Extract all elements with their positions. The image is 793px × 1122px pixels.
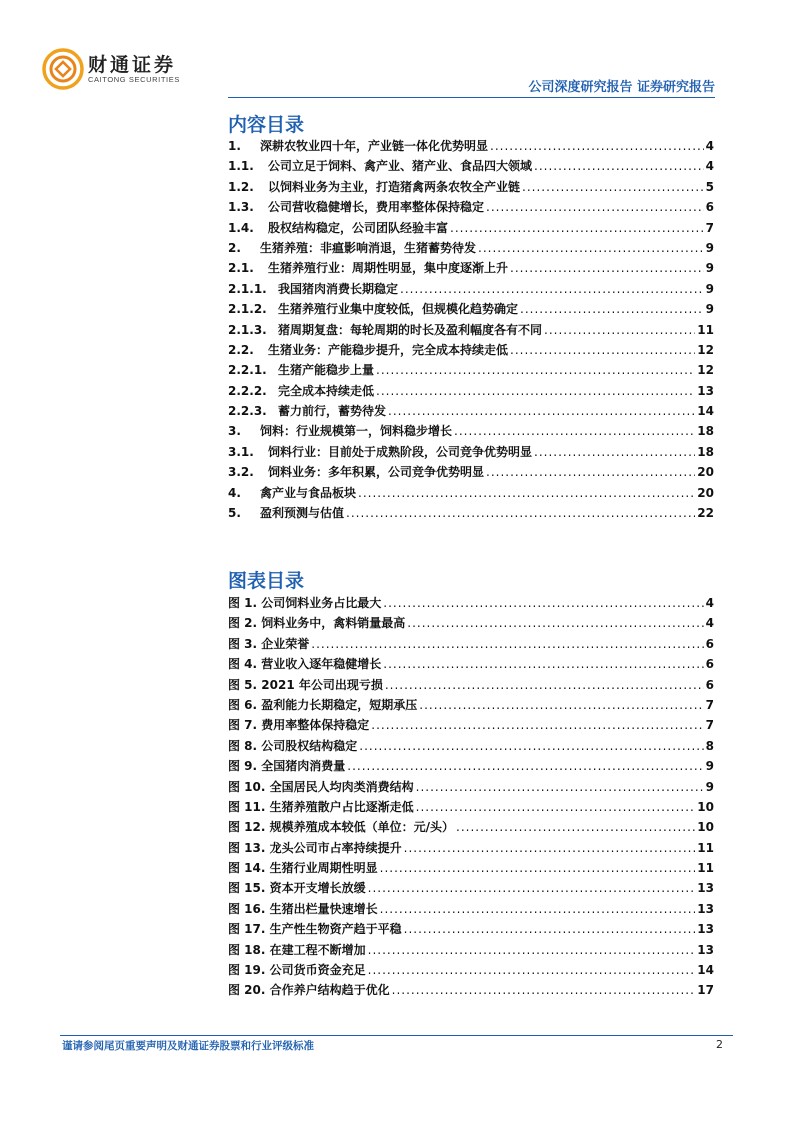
figure-entry[interactable] bbox=[228, 696, 714, 716]
figure-entry[interactable] bbox=[228, 859, 714, 879]
toc-entry-number: 5. bbox=[228, 506, 241, 521]
figure-entry-page: 10 bbox=[697, 799, 714, 814]
toc-entry-title: 生猪业务：产能稳步提升，完全成本持续走低 bbox=[268, 342, 509, 357]
figure-leader-dots bbox=[383, 657, 703, 671]
toc-entry-title: 公司营收稳健增长，费用率整体保持稳定 bbox=[268, 200, 485, 215]
logo-english-name: CAITONG SECURITIES bbox=[88, 75, 180, 84]
figure-entry-title: 图 17. 生产性生物资产趋于平稳 bbox=[228, 922, 402, 937]
logo-chinese-name: 财通证券 bbox=[88, 54, 177, 76]
toc-leader-dots bbox=[486, 465, 695, 479]
toc-entry-title: 深耕农牧业四十年，产业链一体化优势明显 bbox=[260, 139, 489, 153]
figure-entry[interactable] bbox=[228, 635, 714, 655]
toc-entry-number: 2.2.2. bbox=[228, 383, 267, 398]
figure-entry[interactable] bbox=[228, 614, 714, 634]
toc-entry[interactable] bbox=[228, 219, 714, 239]
toc-entry-title: 猪周期复盘：每轮周期的时长及盈利幅度各有不同 bbox=[278, 322, 543, 337]
toc-entry-number: 1.4. bbox=[228, 220, 254, 235]
toc-entry-number: 1.3. bbox=[228, 200, 254, 215]
toc-entry-page: 11 bbox=[697, 322, 714, 337]
toc-entry-title: 生猪养殖：非瘟影响消退，生猪蓄势待发 bbox=[260, 240, 477, 255]
figure-entry-title: 图 13. 龙头公司市占率持续提升 bbox=[228, 840, 402, 855]
figure-entry-page: 6 bbox=[705, 677, 714, 692]
figure-entry-page: 13 bbox=[697, 881, 714, 896]
figure-entry[interactable] bbox=[228, 920, 714, 940]
figure-entry-page: 8 bbox=[705, 738, 714, 753]
figure-leader-dots bbox=[359, 739, 703, 753]
toc-leader-dots bbox=[400, 282, 704, 296]
toc-entry-title: 生猪产能稳步上量 bbox=[278, 363, 375, 378]
figure-leader-dots bbox=[380, 902, 696, 916]
toc-entry-page: 18 bbox=[697, 444, 714, 459]
toc-entry-number: 1.1. bbox=[228, 159, 254, 174]
figure-entry[interactable] bbox=[228, 737, 714, 757]
figure-leader-dots bbox=[385, 678, 704, 692]
figure-entry-title: 图 12. 规模养殖成本较低（单位：元/头） bbox=[228, 820, 454, 835]
toc-entry-number: 3. bbox=[228, 424, 241, 439]
toc-entry-page: 20 bbox=[697, 465, 714, 480]
figure-entry[interactable] bbox=[228, 798, 714, 818]
toc-entry-title: 饲料行业：目前处于成熟阶段，公司竞争优势明显 bbox=[268, 444, 533, 459]
toc-entry-page: 9 bbox=[705, 240, 714, 255]
figure-entry-page: 11 bbox=[697, 840, 714, 855]
figure-leader-dots bbox=[419, 698, 703, 712]
toc-entry-page: 14 bbox=[697, 404, 714, 419]
figure-list-heading: 图表目录 bbox=[228, 570, 305, 592]
figure-entry-title: 图 9. 全国猪肉消费量 bbox=[228, 759, 346, 774]
figure-entry-page: 4 bbox=[705, 596, 714, 610]
figure-entry[interactable] bbox=[228, 879, 714, 899]
toc-entry[interactable] bbox=[228, 382, 714, 402]
toc-entry-number: 2.1.3. bbox=[228, 322, 267, 337]
figure-entry-title: 图 10. 全国居民人均肉类消费结构 bbox=[228, 779, 414, 794]
toc-entry-number: 1. bbox=[228, 139, 241, 153]
toc-leader-dots bbox=[510, 343, 695, 357]
figure-entry-title: 图 11. 生猪养殖散户占比逐渐走低 bbox=[228, 799, 414, 814]
toc-entry-page: 5 bbox=[705, 179, 714, 194]
figure-leader-dots bbox=[380, 861, 696, 875]
figure-entry[interactable] bbox=[228, 594, 714, 614]
figure-entry-page: 13 bbox=[697, 922, 714, 937]
footer-divider bbox=[60, 1035, 733, 1036]
toc-list bbox=[228, 137, 714, 524]
company-logo bbox=[42, 48, 212, 94]
figure-entry-page: 10 bbox=[697, 820, 714, 835]
figure-entry-page: 7 bbox=[705, 697, 714, 712]
toc-entry[interactable] bbox=[228, 402, 714, 422]
toc-entry-number: 2.1. bbox=[228, 261, 254, 276]
toc-leader-dots bbox=[490, 139, 704, 153]
figure-leader-dots bbox=[311, 637, 703, 651]
figure-leader-dots bbox=[404, 922, 696, 936]
figure-leader-dots bbox=[368, 963, 696, 977]
footer-disclaimer[interactable]: 谨请参阅尾页重要声明及财通证券股票和行业评级标准 bbox=[62, 1040, 314, 1052]
toc-entry[interactable] bbox=[228, 259, 714, 279]
figure-entry-page: 9 bbox=[705, 759, 714, 774]
toc-entry[interactable] bbox=[228, 157, 714, 177]
figure-entry[interactable] bbox=[228, 961, 714, 981]
figure-entry-title: 图 18. 在建工程不断增加 bbox=[228, 942, 366, 957]
figure-entry[interactable] bbox=[228, 757, 714, 777]
toc-leader-dots bbox=[520, 302, 704, 316]
toc-entry-title: 公司立足于饲料、禽产业、猪产业、食品四大领域 bbox=[268, 159, 533, 174]
figure-leader-dots bbox=[456, 820, 695, 834]
figure-entry-title: 图 8. 公司股权结构稳定 bbox=[228, 738, 358, 753]
figure-list bbox=[228, 594, 714, 1002]
figure-entry-page: 11 bbox=[697, 861, 714, 876]
toc-leader-dots bbox=[388, 404, 695, 418]
toc-entry-title: 饲料业务：多年积累，公司竞争优势明显 bbox=[268, 465, 485, 480]
toc-entry[interactable] bbox=[228, 443, 714, 463]
toc-entry[interactable] bbox=[228, 300, 714, 320]
toc-entry-title: 生猪养殖行业：周期性明显，集中度逐渐上升 bbox=[268, 261, 509, 276]
toc-leader-dots bbox=[376, 363, 695, 377]
figure-entry[interactable] bbox=[228, 900, 714, 920]
header-divider bbox=[228, 97, 715, 98]
toc-entry[interactable] bbox=[228, 321, 714, 341]
toc-entry[interactable] bbox=[228, 178, 714, 198]
toc-entry-title: 盈利预测与估值 bbox=[260, 506, 345, 521]
figure-leader-dots bbox=[347, 759, 703, 773]
toc-entry-page: 4 bbox=[705, 139, 714, 153]
caitong-coin-icon bbox=[42, 48, 84, 90]
toc-entry[interactable] bbox=[228, 239, 714, 259]
figure-entry[interactable] bbox=[228, 716, 714, 736]
toc-entry-title: 股权结构稳定，公司团队经验丰富 bbox=[268, 220, 449, 235]
toc-entry-title: 生猪养殖行业集中度较低，但规模化趋势确定 bbox=[278, 302, 519, 317]
toc-leader-dots bbox=[486, 200, 704, 214]
figure-leader-dots bbox=[368, 881, 696, 895]
toc-leader-dots bbox=[454, 424, 695, 438]
figure-leader-dots bbox=[371, 718, 703, 732]
figure-leader-dots bbox=[368, 943, 696, 957]
toc-entry-page: 12 bbox=[697, 342, 714, 357]
toc-entry-page: 22 bbox=[697, 506, 714, 521]
figure-leader-dots bbox=[416, 780, 704, 794]
figure-entry[interactable] bbox=[228, 818, 714, 838]
toc-entry[interactable] bbox=[228, 504, 714, 524]
toc-entry[interactable] bbox=[228, 280, 714, 300]
figure-leader-dots bbox=[407, 616, 703, 630]
toc-leader-dots bbox=[376, 384, 695, 398]
figure-entry-page: 17 bbox=[697, 983, 714, 998]
toc-entry-number: 1.2. bbox=[228, 179, 254, 194]
toc-entry-number: 3.1. bbox=[228, 444, 254, 459]
figure-entry[interactable] bbox=[228, 655, 714, 675]
figure-entry-page: 13 bbox=[697, 901, 714, 916]
toc-heading: 内容目录 bbox=[228, 114, 305, 136]
figure-entry-title: 图 20. 合作养户结构趋于优化 bbox=[228, 983, 390, 998]
figure-entry-title: 图 1. 公司饲料业务占比最大 bbox=[228, 596, 382, 610]
figure-leader-dots bbox=[416, 800, 696, 814]
toc-entry[interactable] bbox=[228, 137, 714, 157]
toc-entry-number: 2.1.1. bbox=[228, 281, 267, 296]
figure-entry-page: 7 bbox=[705, 718, 714, 733]
toc-entry-title: 以饲料业务为主业，打造猪禽两条农牧全产业链 bbox=[268, 179, 521, 194]
figure-entry[interactable] bbox=[228, 839, 714, 859]
toc-entry-title: 饲料：行业规模第一，饲料稳步增长 bbox=[260, 424, 453, 439]
figure-entry-title: 图 14. 生猪行业周期性明显 bbox=[228, 861, 378, 876]
toc-entry-number: 2.2. bbox=[228, 342, 254, 357]
toc-entry-page: 9 bbox=[705, 302, 714, 317]
page-number: 2 bbox=[716, 1038, 723, 1051]
toc-leader-dots bbox=[534, 159, 704, 173]
toc-leader-dots bbox=[450, 221, 704, 235]
toc-entry-number: 2. bbox=[228, 240, 241, 255]
report-type-label: 公司深度研究报告 证券研究报告 bbox=[528, 80, 715, 95]
figure-entry-page: 4 bbox=[705, 616, 714, 631]
toc-leader-dots bbox=[510, 261, 704, 275]
toc-entry-title: 我国猪肉消费长期稳定 bbox=[278, 281, 399, 296]
figure-entry-title: 图 19. 公司货币资金充足 bbox=[228, 963, 366, 978]
figure-entry-page: 14 bbox=[697, 963, 714, 978]
figure-entry-page: 9 bbox=[705, 779, 714, 794]
toc-entry-number: 3.2. bbox=[228, 465, 254, 480]
figure-entry[interactable] bbox=[228, 676, 714, 696]
toc-leader-dots bbox=[534, 445, 695, 459]
figure-entry[interactable] bbox=[228, 778, 714, 798]
toc-leader-dots bbox=[346, 506, 695, 520]
figure-entry-page: 13 bbox=[697, 942, 714, 957]
toc-entry-number: 2.2.3. bbox=[228, 404, 267, 419]
figure-entry[interactable] bbox=[228, 981, 714, 1001]
toc-entry[interactable] bbox=[228, 198, 714, 218]
toc-entry-page: 4 bbox=[705, 159, 714, 174]
toc-leader-dots bbox=[544, 323, 695, 337]
toc-leader-dots bbox=[358, 486, 695, 500]
toc-entry-page: 20 bbox=[697, 485, 714, 500]
figure-entry-page: 6 bbox=[705, 657, 714, 672]
figure-entry-title: 图 15. 资本开支增长放缓 bbox=[228, 881, 366, 896]
toc-entry[interactable] bbox=[228, 422, 714, 442]
toc-entry[interactable] bbox=[228, 484, 714, 504]
figure-leader-dots bbox=[392, 983, 696, 997]
figure-leader-dots bbox=[383, 596, 703, 610]
toc-entry-page: 18 bbox=[697, 424, 714, 439]
toc-entry-number: 4. bbox=[228, 485, 241, 500]
toc-entry-number: 2.1.2. bbox=[228, 302, 267, 317]
toc-entry[interactable] bbox=[228, 463, 714, 483]
toc-entry-page: 9 bbox=[705, 261, 714, 276]
toc-entry-number: 2.2.1. bbox=[228, 363, 267, 378]
figure-entry-title: 图 3. 企业荣誉 bbox=[228, 636, 310, 651]
figure-entry-page: 6 bbox=[705, 636, 714, 651]
toc-entry[interactable] bbox=[228, 341, 714, 361]
figure-entry[interactable] bbox=[228, 941, 714, 961]
toc-entry-title: 禽产业与食品板块 bbox=[260, 485, 357, 500]
figure-leader-dots bbox=[404, 841, 696, 855]
figure-entry-title: 图 6. 盈利能力长期稳定，短期承压 bbox=[228, 697, 418, 712]
figure-entry-title: 图 4. 营业收入逐年稳健增长 bbox=[228, 657, 382, 672]
figure-entry-title: 图 16. 生猪出栏量快速增长 bbox=[228, 901, 378, 916]
toc-entry-title: 蓄力前行，蓄势待发 bbox=[278, 404, 387, 419]
figure-entry-title: 图 7. 费用率整体保持稳定 bbox=[228, 718, 370, 733]
toc-entry-page: 9 bbox=[705, 281, 714, 296]
figure-entry-title: 图 2. 饲料业务中，禽料销量最高 bbox=[228, 616, 406, 631]
figure-entry-title: 图 5. 2021 年公司出现亏损 bbox=[228, 677, 383, 692]
toc-entry-page: 7 bbox=[705, 220, 714, 235]
toc-entry-page: 12 bbox=[697, 363, 714, 378]
toc-entry[interactable] bbox=[228, 361, 714, 381]
toc-leader-dots bbox=[522, 180, 704, 194]
toc-leader-dots bbox=[478, 241, 704, 255]
toc-entry-page: 6 bbox=[705, 200, 714, 215]
toc-entry-page: 13 bbox=[697, 383, 714, 398]
toc-entry-title: 完全成本持续走低 bbox=[278, 383, 375, 398]
